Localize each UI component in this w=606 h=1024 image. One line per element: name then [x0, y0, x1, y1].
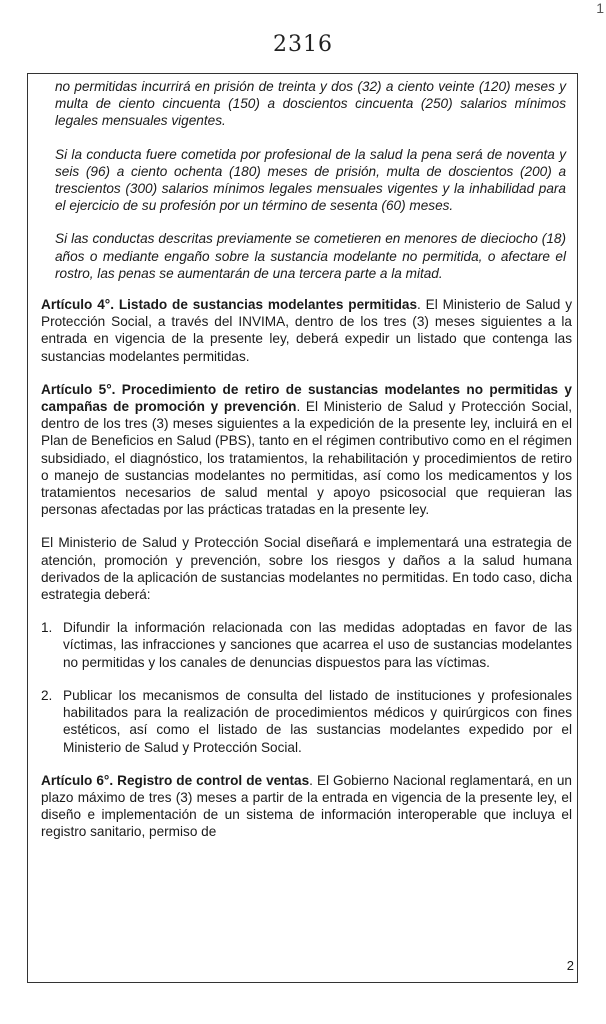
article-4-title: Artículo 4°. Listado de sustancias modelantes permitidas [41, 297, 418, 313]
page-number: 2 [566, 958, 574, 973]
article-5-title: Artículo 5°. Procedimiento de retiro de sustancias modelantes no permitidas y campañas de promoción y prevención [41, 381, 572, 415]
article-5-text: . El Ministerio de Salud y Protección Social, dentro de los tres (3) meses siguientes a la expedición de la presente ley, incluirá en el Plan de Beneficios en Salud (PBS), tanto en el régimen contributivo como en el régimen subsidiado, el diagnóstico, los tratamientos, la rehabilitación y procedimientos de retiro o manejo de sustancias modelantes no permitidas, así como los medicamentos y los tratamientos necesarios de salud mental y apoyo psicosocial que requieran las personas afectadas por las prácticas tratadas en la presente ley. [41, 399, 572, 518]
list-item [41, 619, 572, 671]
document-body [41, 78, 572, 841]
list-item-text: Publicar los mecanismos de consulta del listado de instituciones y profesionales habilitados para la realización de procedimientos médicos y quirúrgicos con fines estéticos, así como el listado de las sustancias modelantes expedido por el Ministerio de Salud y Protección Social. [63, 687, 572, 755]
article-6 [41, 772, 572, 841]
list-item [41, 687, 572, 756]
stamp-number: 2316 [273, 32, 333, 57]
article-6-text: . El Gobierno Nacional reglamentará, en un plazo máximo de tres (3) meses a partir de la entrada en vigencia de la presente ley, el diseño e implementación de un sistema de información interoperable que incluya el registro sanitario, permiso de [41, 772, 572, 840]
quoted-paragraph-1: no permitidas incurrirá en prisión de treinta y dos (32) a ciento veinte (120) meses y multa de ciento cincuenta (150) a doscientos cincuenta (250) salarios mínimos legales mensuales vigentes. [55, 79, 566, 129]
article-6-title: Artículo 6°. Registro de control de ventas [41, 772, 310, 788]
article-5 [41, 381, 572, 519]
corner-mark: 1 [596, 0, 604, 16]
article-4-text: . El Ministerio de Salud y Protección Social, a través del INVIMA, dentro de los tres (3) meses siguientes a la entrada en vigencia de la presente ley, deberá expedir un listado que contenga las sustancias modelantes permitidas. [41, 297, 572, 364]
list-item-text: Difundir la información relacionada con las medidas adoptadas en favor de las víctimas, las infracciones y sanciones que acarrea el uso de sustancias modelantes no permitidas y los canales de denuncias dispuestos para las víctimas. [63, 620, 572, 670]
quoted-paragraph-2: Si la conducta fuere cometida por profesional de la salud la pena será de noventa y seis (96) a ciento ochenta (180) meses de prisión, multa de doscientos (200) a trescientos (300) salarios mínimos legales mensuales vigentes y la inhabilidad para el ejercicio de su profesión por un término de sesenta (60) meses. [55, 146, 566, 214]
article-4 [41, 296, 572, 365]
list-item-number: 2. [41, 687, 53, 703]
quoted-paragraph-3: Si las conductas descritas previamente se cometieren en menores de dieciocho (18) años o mediante engaño sobre la sustancia modelante no permitida, o afectare el rostro, las penas se aumentarán de una tercera parte a la mitad. [55, 231, 566, 281]
list-item-number: 1. [41, 620, 53, 636]
strategy-paragraph: El Ministerio de Salud y Protección Social diseñará e implementará una estrategia de atención, promoción y prevención, sobre los riesgos y daños a la salud humana derivados de la aplicación de sustancias modelantes no permitidas. En todo caso, dicha estrategia deberá: [41, 535, 572, 603]
strategy-list [41, 619, 572, 755]
